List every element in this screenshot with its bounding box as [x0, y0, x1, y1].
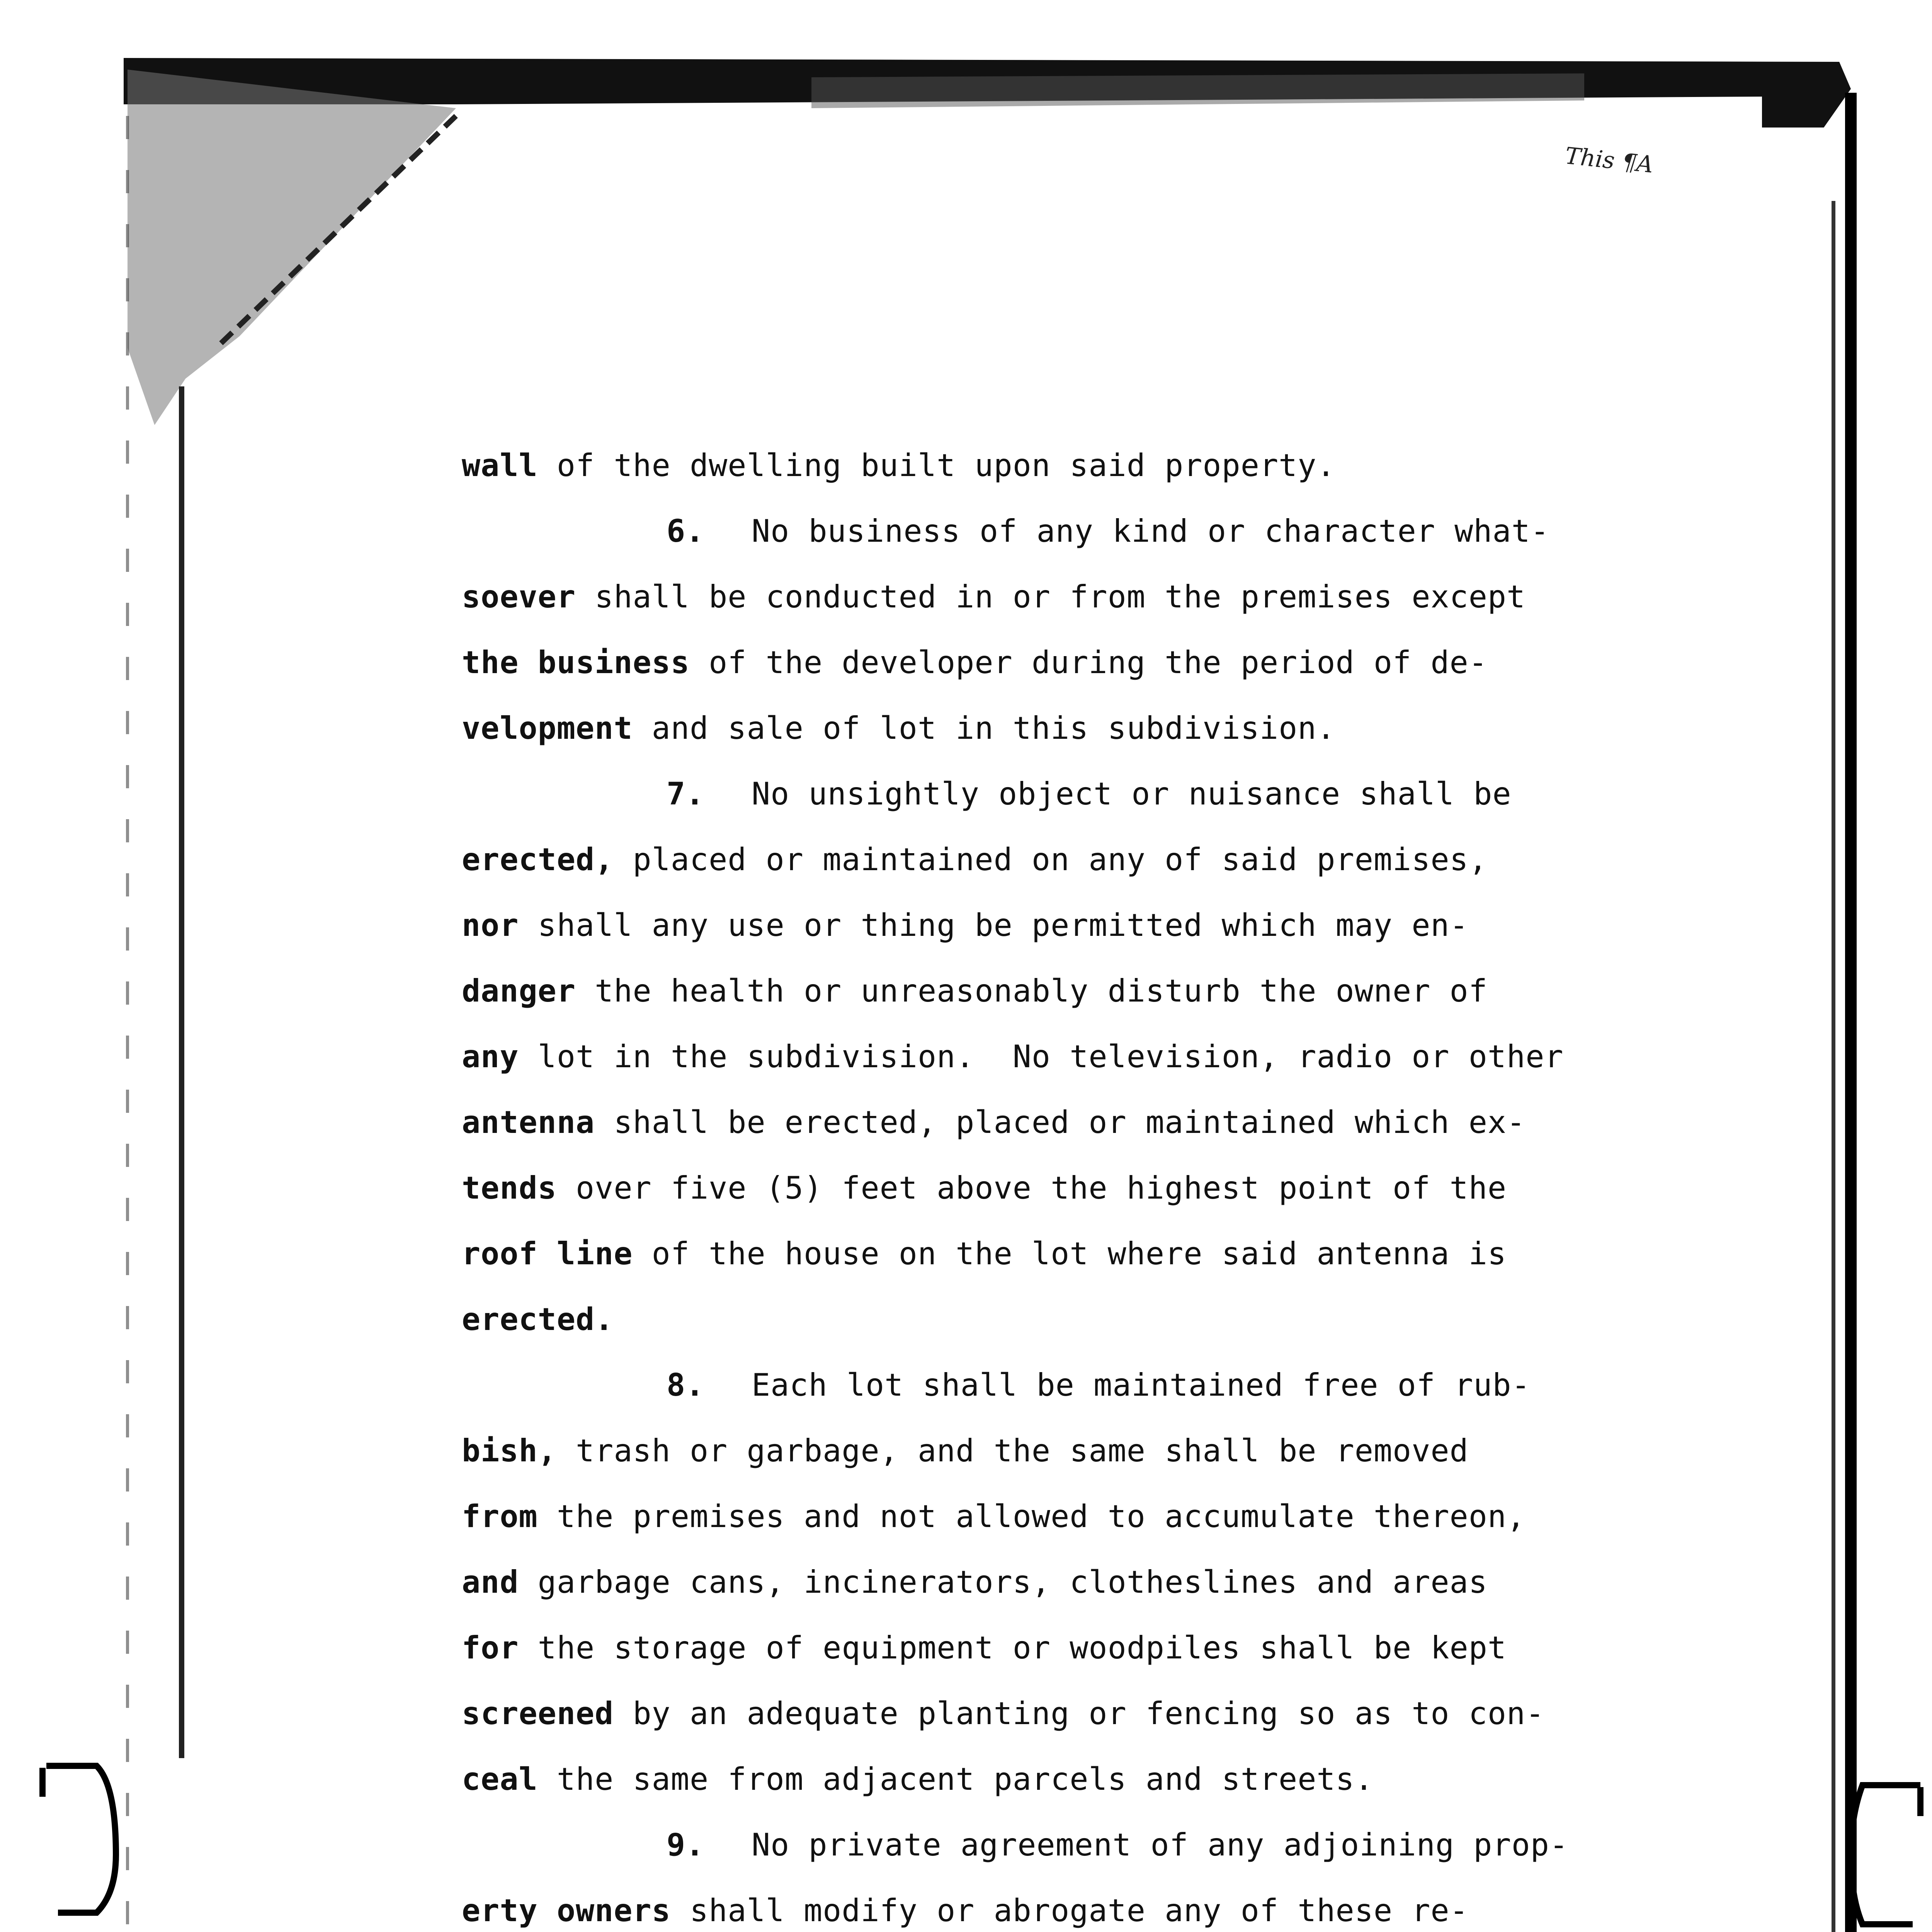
line-lead-word: erected, — [462, 842, 614, 878]
line-text: over five (5) feet above the highest point of the — [556, 1170, 1507, 1206]
paragraph-number: 7. — [667, 776, 705, 812]
line-lead-word: the business — [462, 645, 690, 680]
document-body — [462, 433, 1652, 1932]
line-text: No unsightly object or nuisance shall be — [752, 776, 1512, 812]
line-text: trash or garbage, and the same shall be removed — [556, 1433, 1469, 1469]
line-lead-word: for — [462, 1630, 519, 1666]
top-left-scan-smudge — [128, 70, 456, 425]
line-text: and sale of lot in this subdivision. — [633, 710, 1336, 746]
line-lead-word: danger — [462, 973, 576, 1009]
line-lead-word: tends — [462, 1170, 557, 1206]
text-line — [462, 893, 1652, 958]
line-text: the storage of equipment or woodpiles shall be kept — [519, 1630, 1507, 1666]
line-text: of the developer during the period of de- — [689, 645, 1488, 680]
line-lead-word: bish, — [462, 1433, 557, 1469]
text-line — [462, 1549, 1652, 1615]
line-lead-word: and — [462, 1564, 519, 1600]
text-line — [462, 1221, 1652, 1287]
line-text: lot in the subdivision. No television, radio or other — [519, 1039, 1564, 1075]
line-lead-word: ceal — [462, 1761, 538, 1797]
text-line — [462, 1024, 1652, 1090]
line-lead-word: screened — [462, 1696, 614, 1731]
line-lead-word: antenna — [462, 1104, 595, 1140]
line-text: the premises and not allowed to accumulate thereon, — [537, 1498, 1526, 1534]
text-line — [462, 1615, 1652, 1681]
line-lead-word: roof line — [462, 1236, 633, 1272]
text-line — [462, 564, 1652, 630]
line-text: by an adequate planting or fencing so as to con- — [614, 1696, 1545, 1731]
text-line — [462, 630, 1652, 696]
text-line — [462, 1484, 1652, 1549]
line-lead-word: soever — [462, 579, 576, 615]
line-lead-word: erected. — [462, 1301, 614, 1337]
line-lead-word: wall — [462, 447, 538, 483]
line-text: shall be erected, placed or maintained which ex- — [595, 1104, 1526, 1140]
text-line — [462, 958, 1652, 1024]
text-line — [462, 1418, 1652, 1484]
text-line — [462, 696, 1652, 761]
paragraph-number: 9. — [667, 1827, 705, 1863]
paragraph-start-line — [462, 1352, 1652, 1418]
line-lead-word: erty owners — [462, 1893, 671, 1929]
line-text: of the house on the lot where said antenna is — [633, 1236, 1507, 1272]
text-line — [462, 1155, 1652, 1221]
text-line — [462, 827, 1652, 893]
line-text: No private agreement of any adjoining prop- — [752, 1827, 1569, 1863]
text-line — [462, 1090, 1652, 1155]
line-text: Each lot shall be maintained free of rub- — [752, 1367, 1531, 1403]
line-text: placed or maintained on any of said premises, — [614, 842, 1488, 878]
line-text: No business of any kind or character what- — [752, 513, 1549, 549]
header-handwritten-mark: This ¶A — [1563, 142, 1655, 179]
paragraph-number: 6. — [667, 513, 705, 549]
right-bracket-mark — [1851, 1785, 1920, 1924]
text-line — [462, 433, 1652, 498]
line-text: of the dwelling built upon said property. — [537, 447, 1336, 483]
line-lead-word: any — [462, 1039, 519, 1075]
line-lead-word: nor — [462, 907, 519, 943]
paragraph-start-line — [462, 1812, 1652, 1878]
text-line — [462, 1878, 1652, 1932]
line-lead-word: from — [462, 1498, 538, 1534]
line-lead-word: velopment — [462, 710, 633, 746]
text-line — [462, 1681, 1652, 1747]
paragraph-start-line — [462, 498, 1652, 564]
text-line — [462, 1747, 1652, 1812]
top-right-smudge — [811, 73, 1584, 108]
line-text: shall be conducted in or from the premises except — [575, 579, 1526, 615]
paragraph-number: 8. — [667, 1367, 705, 1403]
text-line — [462, 1287, 1652, 1352]
line-text: shall any use or thing be permitted which may en- — [519, 907, 1469, 943]
paragraph-start-line — [462, 761, 1652, 827]
line-text: garbage cans, incinerators, clotheslines and areas — [519, 1564, 1488, 1600]
line-text: the health or unreasonably disturb the owner of — [575, 973, 1488, 1009]
line-text: the same from adjacent parcels and streets. — [537, 1761, 1374, 1797]
left-bracket-mark — [46, 1766, 116, 1913]
line-text: shall modify or abrogate any of these re- — [670, 1893, 1469, 1929]
